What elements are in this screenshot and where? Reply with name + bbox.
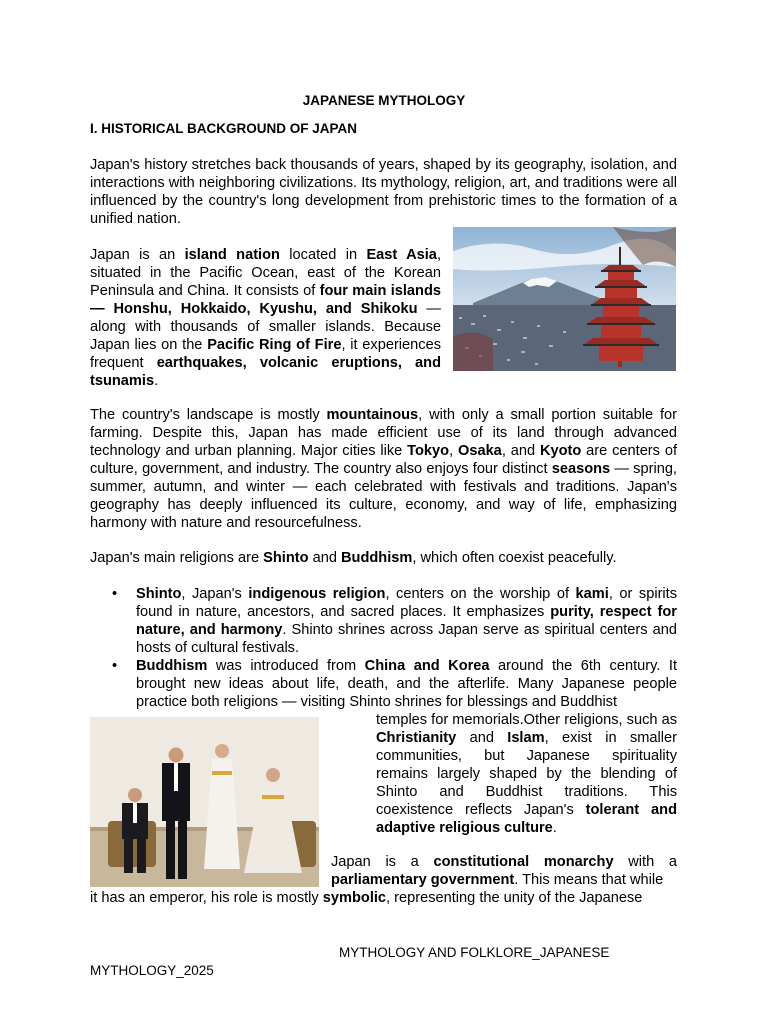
footer-line-1: MYTHOLOGY AND FOLKLORE_JAPANESE (339, 945, 610, 960)
imperial-family-photo (90, 717, 319, 887)
paragraph-government-part2: it has an emperor, his role is mostly symbolic, representing the unity of the Japanese (90, 890, 643, 906)
bullet-icon: • (112, 658, 118, 674)
paragraph-history: Japan's history stretches back thousands of years, shaped by its geography, isolation, and interactions with neighboring civilizations. Its mythology, religion, art, and traditions were all influenced by the country's long development from prehistoric times to the formation of a unified nation. (90, 157, 677, 227)
paragraph-landscape: The country's landscape is mostly mountainous, with only a small portion suitable for farming. Despite this, Japan has made efficient use of its land through advanced technology and urban planning. Major cities like Tokyo, Osaka, and Kyoto are centers of culture, government, and industry. The country also enjoys four distinct seasons — spring, summer, autumn, and winter — each celebrated with festivals and traditions. Japan's geography has deeply influenced its culture, economy, and way of life, emphasizing harmony with nature and resourcefulness. (90, 407, 677, 531)
mount-fuji-pagoda-photo (453, 227, 676, 371)
section-heading: I. HISTORICAL BACKGROUND OF JAPAN (90, 121, 358, 136)
paragraph-government-part1: Japan is a constitutional monarchy with a parliamentary government. This means that while (331, 854, 677, 888)
footer-line-2: MYTHOLOGY_2025 (90, 963, 214, 978)
buddhism-continued-text: temples for memorials.Other religions, such as Christianity and Islam, exist in smaller communities, but Japanese spirituality remains largely shaped by the blending of Shinto and Buddhist traditions. This coexistence reflects Japan's tolerant and adaptive religious culture. (376, 712, 677, 836)
religions-list (90, 585, 677, 711)
list-item-shinto: • Shinto, Japan's indigenous religion, centers on the worship of kami, or spirits found in nature, ancestors, and sacred places. It emphasizes purity, respect for nature, and harmony. Shinto shrines across Japan serve as spiritual centers and hosts of cultural festivals. (112, 586, 678, 656)
paragraph-geography: Japan is an island nation located in East Asia, situated in the Pacific Ocean, east of the Korean Peninsula and China. It consists of four main islands — Honshu, Hokkaido, Kyushu, and Shikoku — along with thousands of smaller islands. Because Japan lies on the Pacific Ring of Fire, it experiences frequent earthquakes, volcanic eruptions, and tsunamis. (90, 247, 441, 389)
bullet-icon: • (112, 586, 118, 602)
list-item-buddhism: • Buddhism was introduced from China and Korea around the 6th century. It brought new ideas about life, death, and the afterlife. Many Japanese people practice both religions — visiting Shinto shrines for blessings and Buddhist (112, 658, 677, 710)
paragraph-religions-intro: Japan's main religions are Shinto and Buddhism, which often coexist peacefully. (90, 550, 617, 566)
document-title: JAPANESE MYTHOLOGY (302, 93, 466, 108)
